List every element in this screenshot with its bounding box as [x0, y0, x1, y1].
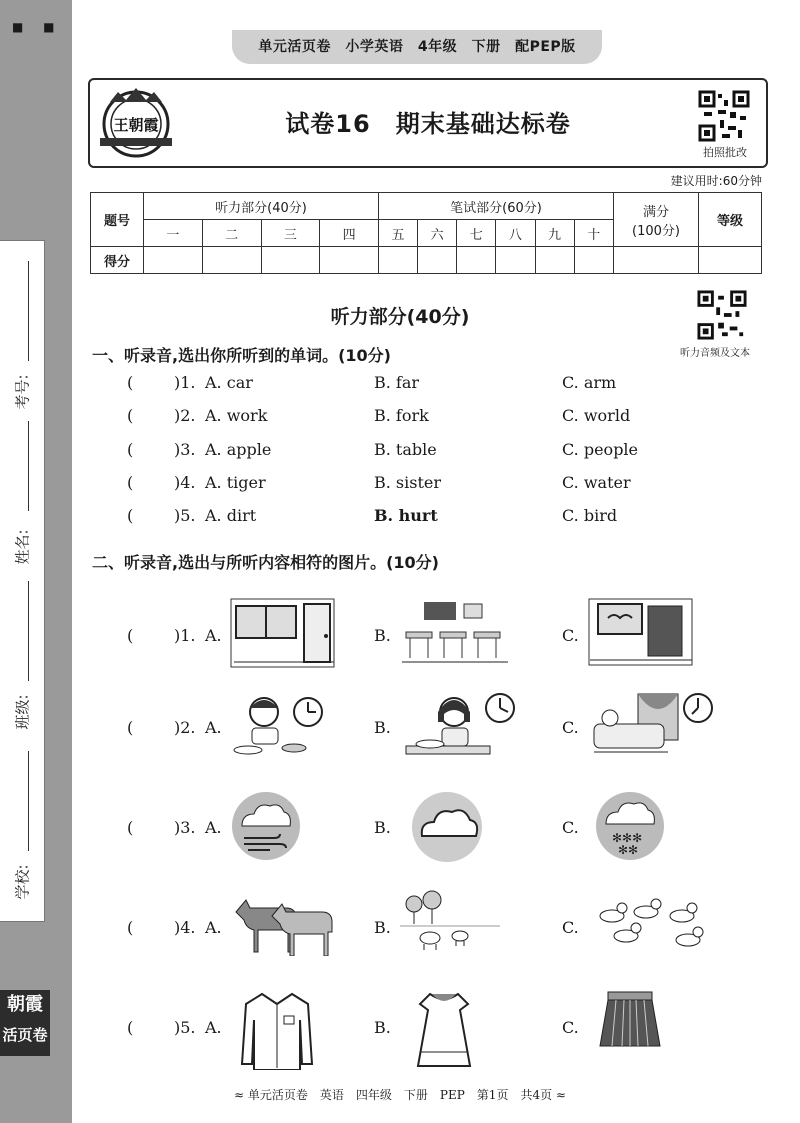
item-number: )4.	[174, 473, 196, 492]
boy-breakfast-clock-picture[interactable]	[232, 690, 327, 760]
name-field[interactable]: 姓名:	[13, 529, 32, 565]
series-header: 单元活页卷 小学英语 4年级 下册 配PEP版	[232, 30, 602, 64]
skirt-picture[interactable]	[598, 990, 662, 1048]
section-title: 听力部分(40分)	[330, 306, 470, 328]
option-a-label: A.	[205, 918, 222, 937]
item-number: )5.	[174, 1018, 196, 1037]
option-c-label: C.	[562, 1018, 579, 1037]
option-b: B. hurt	[374, 506, 438, 525]
windy-weather-picture[interactable]	[230, 790, 302, 862]
question-row	[0, 373, 800, 397]
answer-blank[interactable]: (	[127, 440, 134, 459]
score-cell[interactable]	[261, 247, 320, 274]
option-a: A. car	[205, 373, 253, 392]
brand-badge: 朝霞 活页卷	[0, 990, 50, 1056]
svg-text:✻✻: ✻✻	[618, 843, 639, 857]
option-b-label: B.	[374, 918, 391, 937]
option-a-label: A.	[205, 818, 222, 837]
name-line	[28, 421, 29, 511]
answer-blank[interactable]: (	[127, 1018, 134, 1037]
picture-question-row	[0, 990, 800, 1070]
svg-text:✻✻✻: ✻✻✻	[612, 831, 643, 845]
horses-picture[interactable]	[228, 890, 340, 956]
option-c-label: C.	[562, 626, 579, 645]
score-cell[interactable]	[457, 247, 496, 274]
option-a: A. work	[205, 406, 268, 425]
item-number: )1.	[174, 626, 196, 645]
col-4: 四	[320, 220, 379, 247]
score-cell[interactable]	[202, 247, 261, 274]
col-9: 九	[535, 220, 574, 247]
answer-blank[interactable]: (	[127, 718, 134, 737]
score-table	[90, 192, 762, 274]
option-b-label: B.	[374, 818, 391, 837]
audio-qr-code-icon[interactable]	[697, 290, 747, 340]
class-field[interactable]: 班级:	[13, 694, 32, 730]
option-b: B. fork	[374, 406, 429, 425]
option-b: B. table	[374, 440, 437, 459]
question-row	[0, 406, 800, 430]
option-c: C. arm	[562, 373, 617, 392]
option-b-label: B.	[374, 718, 391, 737]
col-10: 十	[574, 220, 613, 247]
item-number: )4.	[174, 918, 196, 937]
listening-header: 听力部分(40分)	[144, 193, 379, 220]
item-number: )2.	[174, 718, 196, 737]
score-cell[interactable]	[144, 247, 203, 274]
page-footer: ≈ 单元活页卷 英语 四年级 下册 PEP 第1页 共4页 ≈	[234, 1088, 566, 1102]
cloudy-weather-picture[interactable]	[410, 790, 484, 864]
option-a: A. tiger	[205, 473, 266, 492]
answer-blank[interactable]: (	[127, 406, 134, 425]
item-number: )5.	[174, 506, 196, 525]
picture-question-row	[0, 690, 800, 770]
girl-bed-clock-picture[interactable]	[588, 690, 716, 760]
title-box	[88, 78, 768, 168]
qr-code-icon[interactable]	[698, 90, 750, 142]
option-a-label: A.	[205, 718, 222, 737]
shirt-picture[interactable]	[240, 990, 314, 1070]
item-number: )2.	[174, 406, 196, 425]
total-score-cell[interactable]	[614, 247, 699, 274]
option-c: C. world	[562, 406, 631, 425]
option-c-label: C.	[562, 718, 579, 737]
answer-blank[interactable]: (	[127, 373, 134, 392]
option-c-label: C.	[562, 918, 579, 937]
girl-dinner-clock-picture[interactable]	[400, 690, 520, 762]
classroom-window-door-picture[interactable]	[230, 598, 335, 668]
ducks-picture[interactable]	[594, 890, 712, 956]
option-b-label: B.	[374, 626, 391, 645]
option-c: C. water	[562, 473, 631, 492]
col-8: 八	[496, 220, 535, 247]
col-5: 五	[379, 220, 418, 247]
page-title: 试卷16 期末基础达标卷	[285, 110, 571, 138]
option-c: C. bird	[562, 506, 618, 525]
item-number: )3.	[174, 440, 196, 459]
corner-marks: ■ ■	[12, 20, 63, 34]
grade-header: 等级	[699, 193, 762, 247]
exam-number-field[interactable]: 考号:	[13, 374, 32, 410]
qr-caption: 拍照批改	[703, 146, 747, 159]
col-7: 七	[457, 220, 496, 247]
school-field[interactable]: 学校:	[13, 864, 32, 900]
label-score: 得分	[91, 247, 144, 274]
option-a-label: A.	[205, 1018, 222, 1037]
answer-blank[interactable]: (	[127, 473, 134, 492]
full-score-header: 满分 (100分)	[614, 193, 699, 247]
writing-header: 笔试部分(60分)	[379, 193, 614, 220]
option-b-label: B.	[374, 1018, 391, 1037]
sheep-farm-picture[interactable]	[400, 890, 500, 956]
room-window-bird-picture[interactable]	[588, 598, 693, 666]
answer-blank[interactable]: (	[127, 918, 134, 937]
score-cell[interactable]	[574, 247, 613, 274]
score-cell[interactable]	[379, 247, 418, 274]
answer-blank[interactable]: (	[127, 626, 134, 645]
option-a-label: A.	[205, 626, 222, 645]
option-a: A. apple	[205, 440, 272, 459]
picture-question-row	[0, 790, 800, 870]
answer-blank[interactable]: (	[127, 506, 134, 525]
option-c-label: C.	[562, 818, 579, 837]
score-cell[interactable]	[535, 247, 574, 274]
question-row	[0, 473, 800, 497]
option-a: A. dirt	[205, 506, 257, 525]
question-1-heading: 一、听录音,选出你所听到的单词。(10分)	[92, 346, 391, 365]
question-row	[0, 506, 800, 530]
question-2-heading: 二、听录音,选出与所听内容相符的图片。(10分)	[92, 553, 439, 572]
col-2: 二	[202, 220, 261, 247]
item-number: )3.	[174, 818, 196, 837]
snowy-weather-picture[interactable]	[594, 790, 666, 862]
label-question-no: 题号	[91, 193, 144, 247]
col-6: 六	[418, 220, 457, 247]
option-c: C. people	[562, 440, 639, 459]
answer-blank[interactable]: (	[127, 818, 134, 837]
grade-cell[interactable]	[699, 247, 762, 274]
score-cell[interactable]	[496, 247, 535, 274]
item-number: )1.	[174, 373, 196, 392]
option-b: B. far	[374, 373, 420, 392]
classroom-desks-picture[interactable]	[400, 598, 510, 670]
dress-picture[interactable]	[412, 990, 476, 1072]
option-b: B. sister	[374, 473, 442, 492]
score-cell[interactable]	[418, 247, 457, 274]
logo-text: 王朝霞	[113, 116, 159, 134]
picture-question-row	[0, 598, 800, 678]
col-3: 三	[261, 220, 320, 247]
suggested-time: 建议用时:60分钟	[670, 174, 762, 188]
picture-question-row	[0, 890, 800, 970]
score-cell[interactable]	[320, 247, 379, 274]
question-row	[0, 440, 800, 464]
col-1: 一	[144, 220, 203, 247]
audio-qr-caption: 听力音频及文本	[680, 348, 750, 359]
